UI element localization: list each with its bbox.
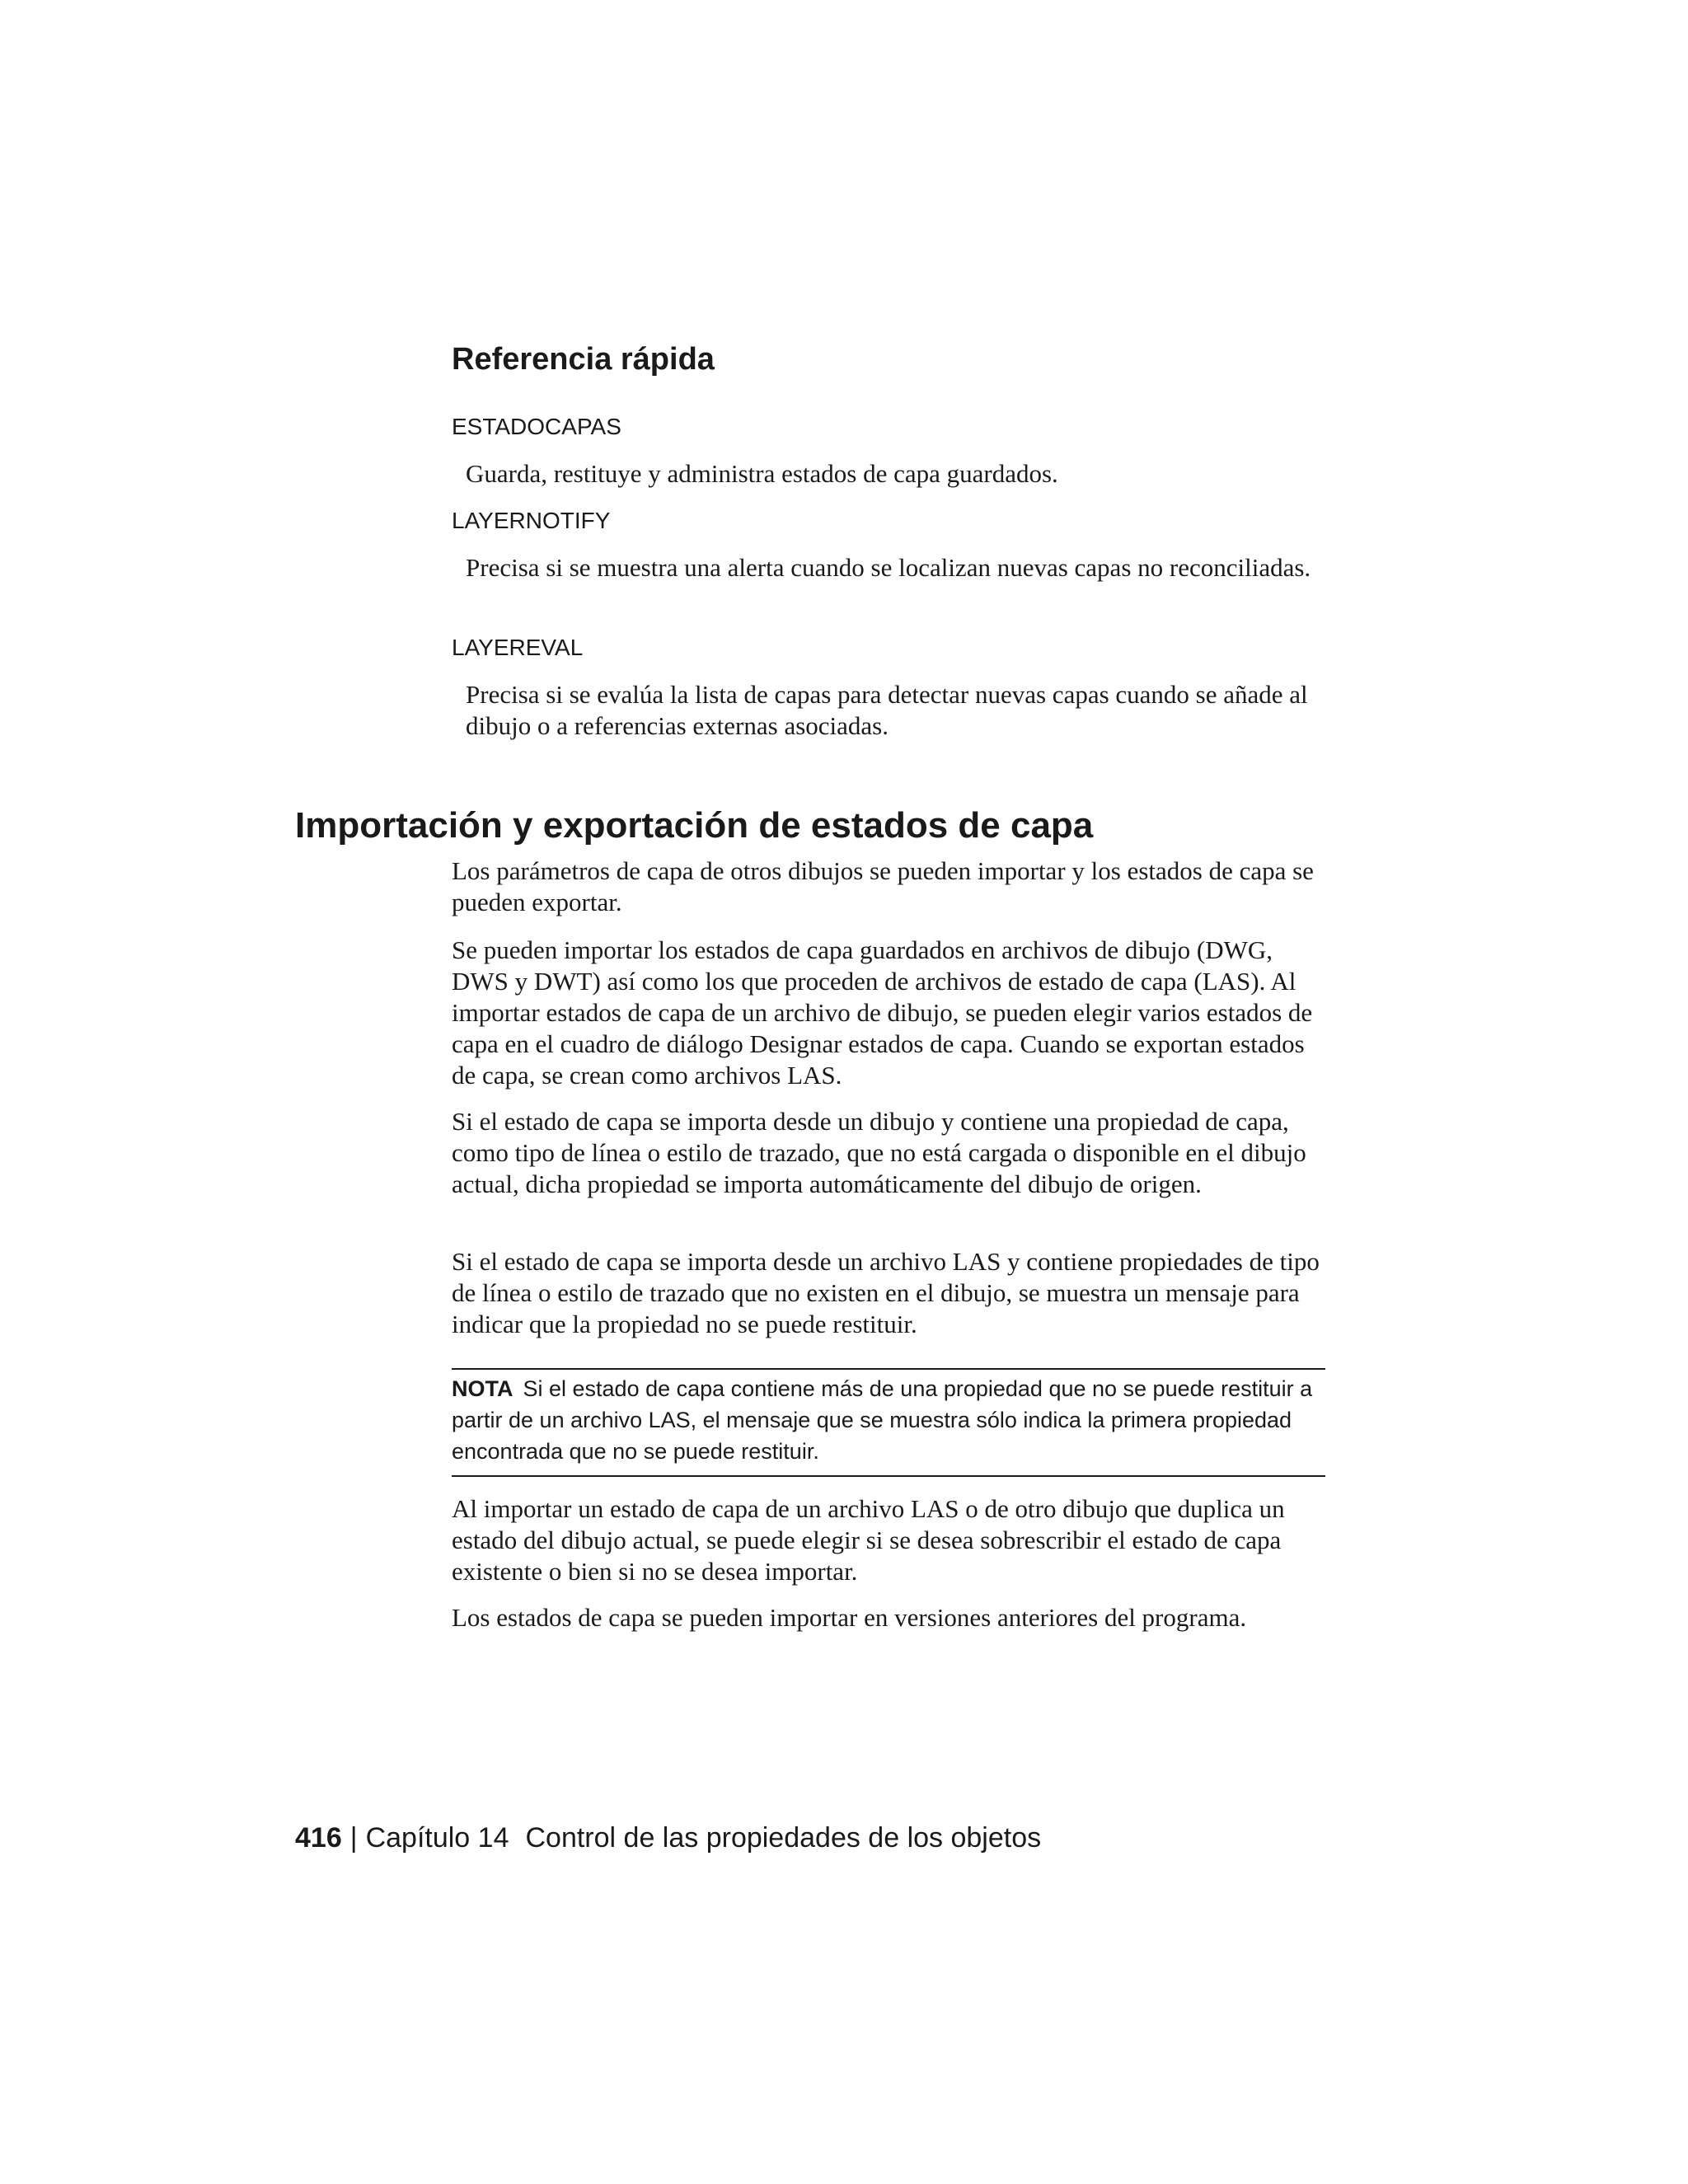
note-bottom-rule	[452, 1475, 1325, 1477]
command-description-layereval: Precisa si se evalúa la lista de capas para detectar nuevas capas cuando se añade al dibujo o a referencias externas asociadas.	[466, 680, 1308, 740]
quick-reference-heading: Referencia rápida	[452, 342, 715, 377]
section-paragraph: Los estados de capa se pueden importar en versiones anteriores del programa.	[452, 1603, 1247, 1632]
note-label: NOTA	[452, 1376, 513, 1401]
section-paragraph: Si el estado de capa se importa desde un dibujo y contiene una propiedad de capa, como tipo de línea o estilo de trazado, que no está cargada o disponible en el dibujo actual, dicha propiedad se importa automáticamente del dibujo de origen.	[452, 1107, 1306, 1198]
section-heading: Importación y exportación de estados de capa	[295, 805, 1094, 846]
footer-separator: |	[349, 1822, 358, 1854]
note-top-rule	[452, 1368, 1325, 1370]
chapter-label: Capítulo 14	[365, 1822, 509, 1854]
chapter-title: Control de las propiedades de los objetos	[525, 1822, 1042, 1854]
command-term-estadocapas: ESTADOCAPAS	[452, 414, 621, 439]
section-paragraph: Los parámetros de capa de otros dibujos se pueden importar y los estados de capa se pueden exportar.	[452, 856, 1314, 916]
note-text: Si el estado de capa contiene más de una propiedad que no se puede restituir a partir de un archivo LAS, el mensaje que se muestra sólo indica la primera propiedad encontrada que no se puede restituir.	[452, 1376, 1313, 1464]
page-number: 416	[295, 1822, 342, 1854]
note	[452, 1373, 1325, 1467]
section-paragraph: Se pueden importar los estados de capa guardados en archivos de dibujo (DWG, DWS y DWT) así como los que proceden de archivos de estado de capa (LAS). Al importar estados de capa de un archivo de dibujo, se pueden elegir varios estados de capa en el cuadro de diálogo Designar estados de capa. Cuando se exportan estados de capa, se crean como archivos LAS.	[452, 935, 1313, 1090]
command-description-layernotify: Precisa si se muestra una alerta cuando se localizan nuevas capas no reconciliadas.	[466, 553, 1311, 582]
command-term-layereval: LAYEREVAL	[452, 635, 584, 660]
command-term-layernotify: LAYERNOTIFY	[452, 508, 611, 533]
section-paragraph: Al importar un estado de capa de un archivo LAS o de otro dibujo que duplica un estado del dibujo actual, se puede elegir si se desea sobrescribir el estado de capa existente o bien si no se desea importar.	[452, 1494, 1285, 1586]
command-description-estadocapas: Guarda, restituye y administra estados de capa guardados.	[466, 459, 1058, 488]
section-paragraph: Si el estado de capa se importa desde un archivo LAS y contiene propiedades de tipo de línea o estilo de trazado que no existen en el dibujo, se muestra un mensaje para indicar que la propiedad no se puede restituir.	[452, 1247, 1320, 1338]
page-footer	[295, 1818, 1041, 1858]
